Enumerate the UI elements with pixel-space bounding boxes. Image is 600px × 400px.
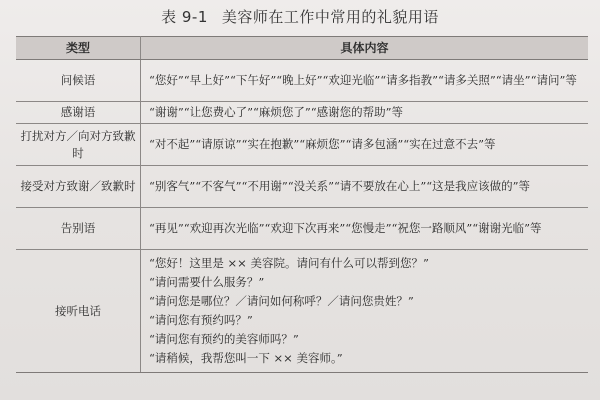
row-type: 问候语 (16, 60, 141, 102)
row-content: “谢谢”“让您费心了”“麻烦您了”“感谢您的帮助”等 (141, 102, 589, 124)
phone-phrase: “您好！这里是 ×× 美容院。请问有什么可以帮到您？” (149, 256, 429, 270)
table-caption (0, 6, 600, 27)
phone-phrase: “请问您有预约的美容师吗？” (149, 332, 299, 346)
row-content: “您好”“早上好”“下午好”“晚上好”“欢迎光临”“请多指教”“请多关照”“请坐”“请问”等 (141, 60, 589, 102)
row-type: 告别语 (16, 208, 141, 250)
row-type: 接听电话 (16, 250, 141, 373)
row-type: 打扰对方／向对方致歉时 (16, 124, 141, 166)
row-content: “对不起”“请原谅”“实在抱歉”“麻烦您”“请多包涵”“实在过意不去”等 (141, 124, 589, 166)
phone-phrase: “请问需要什么服务？” (149, 275, 265, 289)
phone-phrase: “请问您是哪位？／请问如何称呼？／请问您贵姓？” (149, 294, 414, 308)
table-number: 表 9-1 (161, 8, 208, 26)
header-type: 类型 (16, 37, 141, 60)
table-row (16, 102, 588, 124)
table-title: 美容师在工作中常用的礼貌用语 (221, 8, 439, 26)
phone-phrase: “请问您有预约吗？” (149, 313, 253, 327)
row-content (141, 250, 589, 373)
header-content: 具体内容 (141, 37, 589, 60)
row-content: “再见”“欢迎再次光临”“欢迎下次再来”“您慢走”“祝您一路顺风”“谢谢光临”等 (141, 208, 589, 250)
table-header-row (16, 37, 588, 60)
etiquette-phrases-table (16, 36, 588, 373)
table-row (16, 250, 588, 373)
row-type: 接受对方致谢／致歉时 (16, 166, 141, 208)
table-row (16, 166, 588, 208)
row-content: “别客气”“不客气”“不用谢”“没关系”“请不要放在心上”“这是我应该做的”等 (141, 166, 589, 208)
phone-phrase: “请稍候，我帮您叫一下 ×× 美容师。” (149, 351, 343, 365)
table-row (16, 124, 588, 166)
table-row (16, 60, 588, 102)
row-type: 感谢语 (16, 102, 141, 124)
table-row (16, 208, 588, 250)
